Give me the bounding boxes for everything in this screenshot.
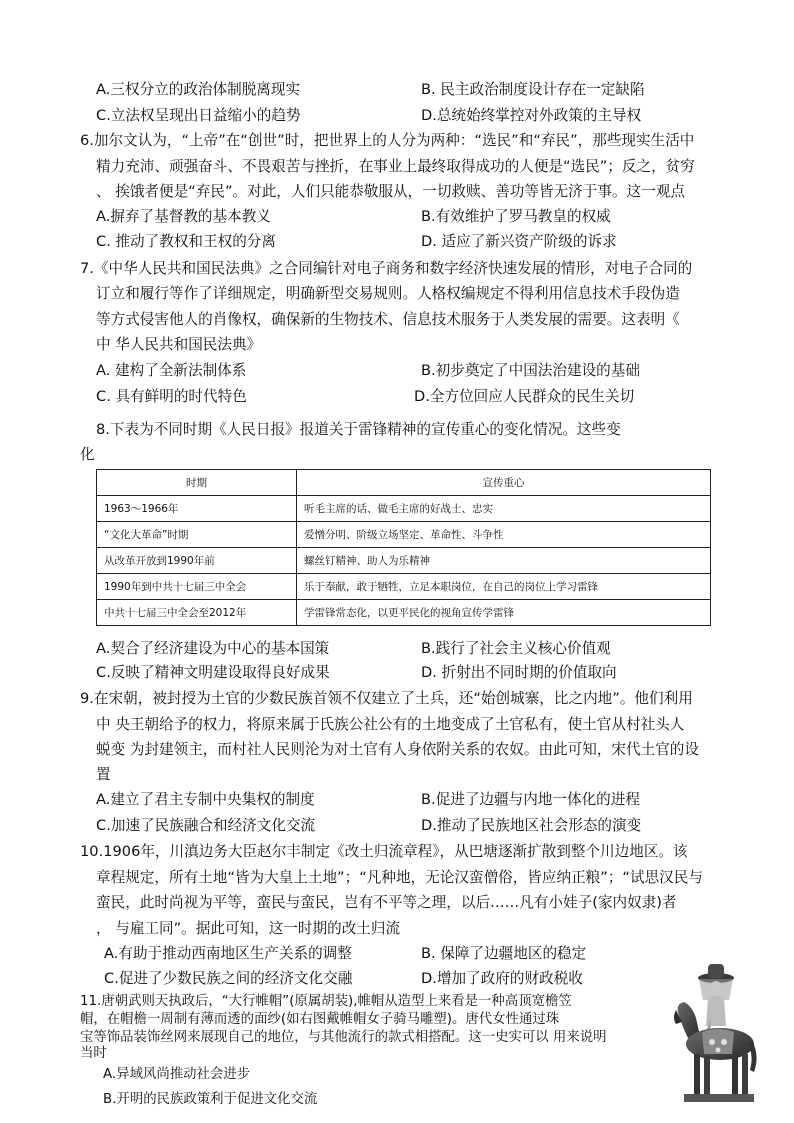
table-cell-period: 1990年到中共十七届三中全会 [97, 574, 297, 600]
q5-option-b: B. 民主政治制度设计存在一定缺陷 [421, 81, 645, 98]
q8-option-c: C.反映了精神文明建设取得良好成果 [96, 664, 330, 681]
table-row [97, 548, 711, 574]
table-row [97, 600, 711, 626]
q7-option-b: B.初步奠定了中国法治建设的基础 [421, 362, 640, 379]
q5-option-a: A.三权分立的政治体制脱离现实 [96, 81, 301, 98]
table-cell-period: 从改革开放到1990年前 [97, 548, 297, 574]
q8-stem-line-1: 8.下表为不同时期《人民日报》报道关于雷锋精神的宣传重心的变化情况。这些变 [96, 421, 621, 438]
q10-option-b: B. 保障了边疆地区的稳定 [421, 945, 587, 962]
table-cell-period: 1963～1966年 [97, 496, 297, 522]
q8-option-b: B.践行了社会主义核心价值观 [421, 640, 611, 657]
table-header-row [97, 470, 711, 496]
q9-option-c: C.加速了民族融合和经济文化交流 [96, 817, 316, 834]
table-row [97, 574, 711, 600]
horse-rider-figurine-icon [666, 960, 758, 1110]
q9-option-d: D.推动了民族地区社会形态的演变 [421, 817, 642, 834]
q11-stem-line-1: 11.唐朝武则天执政后，“大行帷帽”(原属胡装),帷帽从造型上来看是一种高顶宽檐笠 [80, 994, 572, 1009]
q7-stem-line-4: 中 华人民共和国民法典》 [96, 336, 262, 353]
q5-option-d: D.总统始终掌控对外政策的主导权 [421, 107, 642, 124]
table-cell-focus: 螺丝钉精神、助人为乐精神 [297, 548, 711, 574]
q9-stem-line-2: 中 央王朝给予的权力，将原来属于氏族公社公有的土地变成了土官私有，使土官从村社头人 [96, 716, 685, 733]
q7-stem-line-1: 7.《中华人民共和国民法典》之合同编针对电子商务和数字经济快速发展的情形，对电子合同的 [80, 260, 693, 277]
table-cell-focus: 爱憎分明、阶级立场坚定、革命性、斗争性 [297, 522, 711, 548]
q9-option-b: B.促进了边疆与内地一体化的进程 [421, 791, 640, 808]
table-cell-focus: 学雷锋常态化，以更平民化的视角宣传学雷锋 [297, 600, 711, 626]
q6-option-c: C. 推动了教权和王权的分离 [96, 233, 277, 250]
q6-option-d: D. 适应了新兴资产阶级的诉求 [421, 233, 617, 250]
q10-option-a: A.有助于推动西南地区生产关系的调整 [104, 945, 352, 962]
q7-option-c: C. 具有鲜明的时代特色 [96, 388, 247, 405]
q9-stem-line-4: 置 [96, 766, 111, 783]
q10-stem-line-3: 蛮民，此时尚视为平等，蛮民与蛮民，岂有不平等之理，以后……凡有小娃子(家内奴隶)者 [96, 894, 677, 911]
q7-stem-line-2: 订立和履行等作了详细规定，明确新型交易规则。人格权编规定不得利用信息技术手段伪造 [96, 285, 680, 302]
q10-option-c: C.促进了少数民族之间的经济文化交融 [104, 970, 353, 987]
q11-option-b: B.开明的民族政策利于促进文化交流 [103, 1092, 318, 1107]
propaganda-focus-table [96, 469, 711, 626]
q7-option-a: A. 建构了全新法制体系 [96, 362, 247, 379]
q11-stem-line-4: 当时 [80, 1046, 107, 1061]
q11-stem-line-2: 帽，在帽檐一周制有薄而透的面纱(如右图戴帷帽女子骑马雕塑)。唐代女性通过珠 [80, 1012, 560, 1027]
q9-option-a: A.建立了君主专制中央集权的制度 [96, 791, 315, 808]
q6-stem-line-1: 6.加尔文认为，“上帝”在“创世”时，把世界上的人分为两种：“选民”和“弃民”，那些现实生活中 [80, 132, 695, 149]
q11-stem-line-3: 宝等饰品装饰丝网来展现自己的地位，与其他流行的款式相搭配。这一史实可以 用来说明 [80, 1030, 607, 1045]
q6-stem-line-3: 、 挨饿者便是“弃民”。对此，人们只能恭敬服从，一切救赎、善功等皆无济于事。这一观点 [96, 183, 685, 200]
q6-option-a: A.摒弃了基督教的基本教义 [96, 208, 271, 225]
q6-stem-line-2: 精力充沛、顽强奋斗、不畏艰苦与挫折，在事业上最终取得成功的人便是“选民”；反之，贫穷 [96, 158, 695, 175]
q8-option-a: A.契合了经济建设为中心的基本国策 [96, 640, 330, 657]
table-cell-focus: 听毛主席的话、做毛主席的好战士、忠实 [297, 496, 711, 522]
q10-stem-line-2: 章程规定，所有土地“皆为大皇上土地”；“凡种地，无论汉蛮僧俗，皆应纳正粮”；“试思汉民与 [96, 869, 703, 886]
q8-option-d: D. 折射出不同时期的价值取向 [421, 664, 617, 681]
q7-stem-line-3: 等方式侵害他人的肖像权，确保新的生物技术、信息技术服务于人类发展的需要。这表明《 [96, 311, 680, 328]
table-header-period: 时期 [97, 470, 297, 496]
q11-option-a: A.异域风尚推动社会进步 [103, 1067, 251, 1082]
table-cell-focus: 乐于奉献，敢于牺牲，立足本职岗位，在自己的岗位上学习雷锋 [297, 574, 711, 600]
q7-option-d: D.全方位回应人民群众的民生关切 [414, 388, 635, 405]
q6-option-b: B.有效维护了罗马教皇的权威 [421, 208, 611, 225]
q10-stem-line-4: ， 与雇工同”。据此可知，这一时期的改土归流 [96, 920, 401, 937]
table-row [97, 522, 711, 548]
table-header-focus: 宣传重心 [297, 470, 711, 496]
table-row [97, 496, 711, 522]
q8-stem-line-2: 化 [80, 446, 95, 463]
table-cell-period: 中共十七届三中全会至2012年 [97, 600, 297, 626]
q10-stem-line-1: 10.1906年，川滇边务大臣赵尔丰制定《改土归流章程》，从巴塘逐渐扩散到整个川边地区。该 [80, 843, 688, 860]
q5-option-c: C.立法权呈现出日益缩小的趋势 [96, 107, 301, 124]
q9-stem-line-1: 9.在宋朝，被封授为土官的少数民族首领不仅建立了土兵，还“始创城寨，比之内地”。他们利用 [80, 690, 693, 707]
q10-option-d: D.增加了政府的财政税收 [421, 970, 583, 987]
q9-stem-line-3: 蜕变 为封建领主，而村社人民则沦为对土官有人身依附关系的农奴。由此可知，宋代土官的设 [96, 741, 699, 758]
table-cell-period: “文化大革命”时期 [97, 522, 297, 548]
